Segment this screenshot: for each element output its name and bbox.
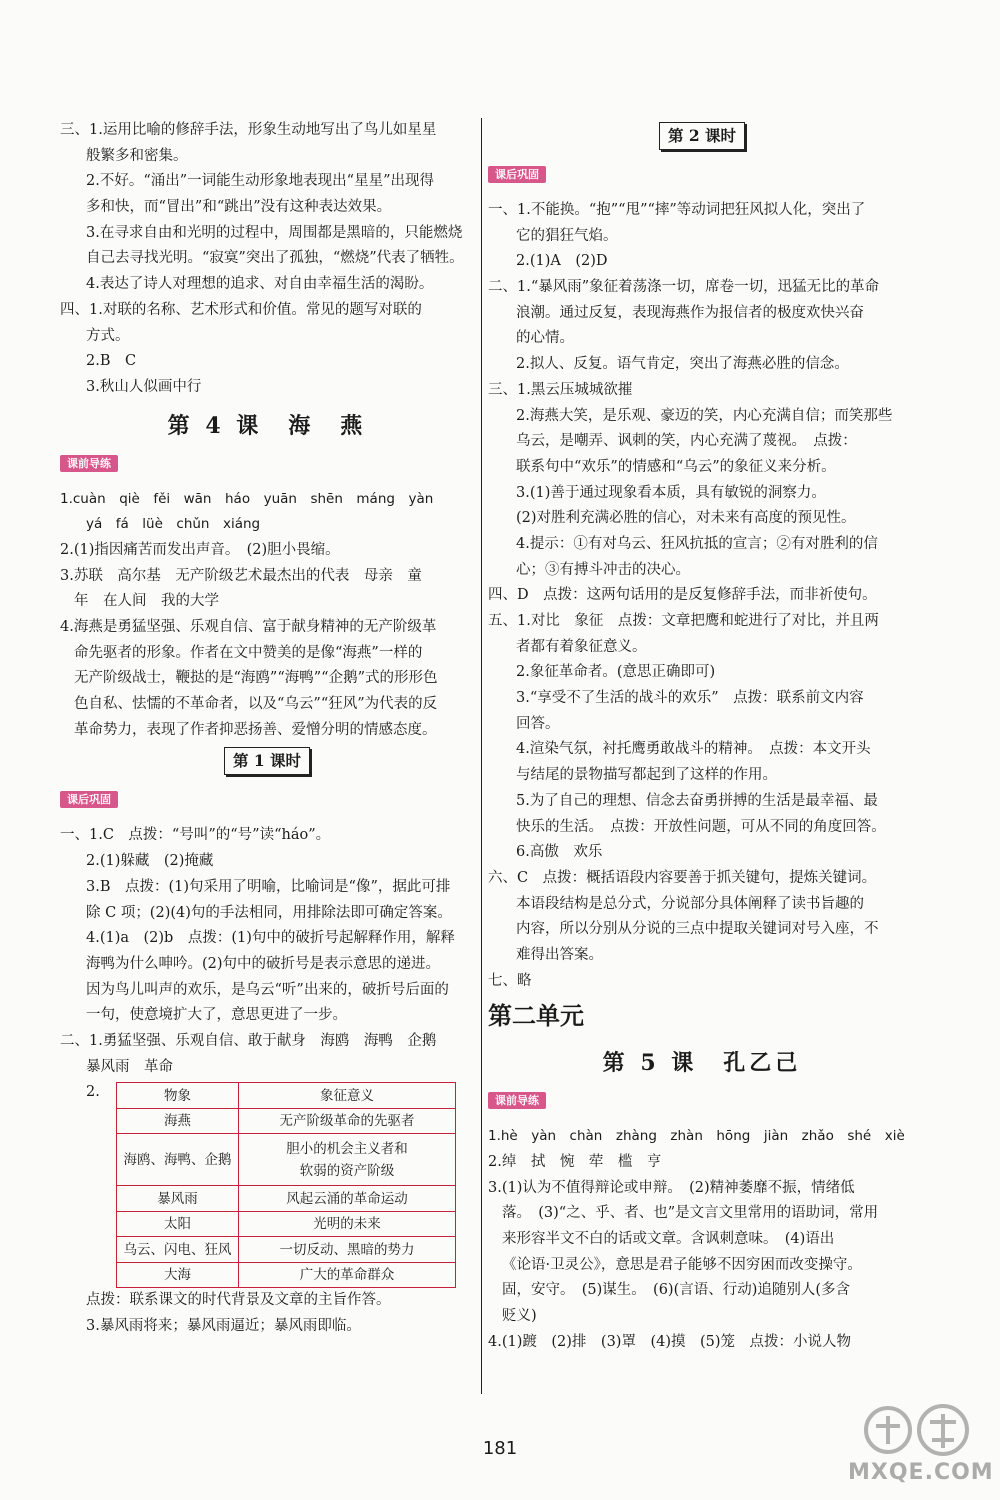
table-cell: 光明的未来 [239, 1211, 456, 1236]
text-line: 1.cuàn qiè fěi wān háo yuān shēn máng yàn [60, 490, 434, 507]
text-line: 难得出答案。 [516, 946, 603, 963]
text-line: 2.绰 拭 惋 荦 槛 亨 [488, 1154, 662, 1170]
lesson-title: 第 5 课 孔乙己 [602, 1050, 802, 1077]
text-line: 色自私、怯懦的不革命者，以及“乌云”“狂风”为代表的反 [74, 696, 438, 713]
text-line: 本语段结构是总分式，分说部分具体阐释了读书旨趣的 [516, 895, 864, 912]
table-cell: 无产阶级革命的先驱者 [239, 1108, 456, 1133]
text-line: 方式。 [86, 327, 130, 344]
text-line: 2.(1)A (2)D [516, 253, 608, 270]
section-heading-label: 第 1 课时 [224, 747, 310, 775]
text-line: 心；③有搏斗冲击的决心。 [516, 561, 690, 578]
text-line: 与结尾的景物描写都起到了这样的作用。 [516, 767, 777, 784]
text-line: 2.(1)躲藏 (2)掩藏 [86, 853, 214, 870]
text-line: 4.提示：①有对乌云、狂风抗抵的宣言；②有对胜利的信 [516, 535, 878, 552]
exercise-tag-label: 课后巩固 [60, 791, 118, 808]
text-line: 2.海燕大笑，是乐观、豪迈的笑，内心充满自信；而笑那些 [516, 407, 893, 424]
table-row [117, 1134, 456, 1186]
text-line: 3.“享受不了生活的战斗的欢乐” 点拨：联系前文内容 [516, 690, 864, 707]
exercise-tag-label: 课前导练 [488, 1092, 546, 1109]
text-line: 无产阶级战士，鞭挞的是“海鸥”“海鸭”“企鹅”式的形形色 [74, 670, 438, 687]
text-line: 2.拟人、反复。语气肯定，突出了海燕必胜的信念。 [516, 356, 849, 373]
text-line: 回答。 [516, 715, 560, 732]
text-line: 二、1.勇猛坚强、乐观自信、敢于献身 海鸥 海鸭 企鹅 [60, 1032, 437, 1049]
text-line: 七、略 [488, 972, 532, 989]
text-line: 4.海燕是勇猛坚强、乐观自信、富于献身精神的无产阶级革 [60, 619, 437, 635]
table-cell: 胆小的机会主义者和 软弱的资产阶级 [239, 1134, 456, 1186]
exercise-tag [60, 451, 474, 487]
text-line: 的心情。 [516, 330, 574, 347]
text-line: (2)对胜利充满必胜的信心，对未来有高度的预见性。 [516, 510, 856, 527]
left-column [60, 118, 474, 1340]
text-line: 内容，所以分别从分说的三点中提取关键词对号入座，不 [516, 921, 879, 938]
watermark [848, 1400, 994, 1492]
text-line: 多和快，而“冒出”和“跳出”没有这种表达效果。 [86, 199, 392, 216]
symbol-table-block [60, 1080, 474, 1288]
text-line: 一句，使意境扩大了，意思更进了一步。 [86, 1007, 347, 1024]
table-header-cell: 象征意义 [239, 1083, 456, 1108]
text-line: 5.为了自己的理想、信念去奋勇拼搏的生活是最幸福、最 [516, 792, 878, 809]
text-line: 2.(1)指因痛苦而发出声音。 (2)胆小畏缩。 [60, 541, 340, 558]
text-line: 《论语·卫灵公》，意思是君子能够不因穷困而改变操守。 [502, 1256, 862, 1273]
table-cell: 海燕 [117, 1108, 239, 1133]
text-line: 落。 (3)“之、乎、者、也”是文言文里常用的语助词，常用 [502, 1205, 879, 1222]
text-line: 联系句中“欢乐”的情感和“乌云”的象征义来分析。 [516, 458, 836, 475]
table-row [117, 1186, 456, 1211]
text-line: 固，安守。 (5)谋生。 (6)(言语、行动)追随别人(多含 [502, 1282, 851, 1299]
text-line: 它的猖狂气焰。 [516, 227, 618, 244]
text-line: 贬义) [502, 1308, 537, 1325]
text-line: 3.(1)认为不值得辩论或申辩。 (2)精神萎靡不振，情绪低 [488, 1179, 855, 1196]
exercise-tag-label: 课前导练 [60, 455, 118, 472]
text-line: 因为鸟儿叫声的欢乐，是乌云“听”出来的，破折号后面的 [86, 981, 449, 998]
table-header-cell: 物象 [117, 1083, 239, 1108]
text-line: 三、1.运用比喻的修辞手法，形象生动地写出了鸟儿如星星 [60, 122, 437, 138]
table-header-row [117, 1083, 456, 1108]
table-cell: 风起云涌的革命运动 [239, 1186, 456, 1211]
table-row [117, 1262, 456, 1288]
text-line: 自己去寻找光明。“寂寞”突出了孤独，“燃烧”代表了牺牲。 [86, 250, 464, 267]
exercise-tag [60, 787, 474, 823]
text-line: 6.高傲 欢乐 [516, 844, 603, 861]
table-cell: 暴风雨 [117, 1186, 239, 1211]
text-line: 年 在人间 我的大学 [74, 593, 219, 610]
text-line: 四、1.对联的名称、艺术形式和价值。常见的题写对联的 [60, 301, 422, 318]
text-line: 1.hè yàn chàn zhàng zhàn hōng jiàn zhǎo shé xiè [488, 1128, 905, 1145]
table-cell: 太阳 [117, 1211, 239, 1236]
text-line: 除 C 项；(2)(4)句的手法相同，用排除法即可确定答案。 [86, 904, 452, 921]
text-line: 快乐的生活。 点拨：开放性问题，可从不同的角度回答。 [516, 818, 886, 835]
text-line: 3.暴风雨将来；暴风雨逼近；暴风雨即临。 [86, 1318, 361, 1334]
answer-stamp-icon [848, 1400, 988, 1460]
text-line: 革命势力，表现了作者抑恶扬善、爱憎分明的情感态度。 [74, 721, 437, 738]
text-line: 4.表达了诗人对理想的追求、对自由幸福生活的渴盼。 [86, 276, 434, 293]
table-row [117, 1211, 456, 1236]
text-line: 3.在寻求自由和光明的过程中，周围都是黑暗的，只能燃烧 [86, 224, 463, 241]
column-divider [481, 118, 482, 1394]
text-line: 浪潮。通过反复，表现海燕作为报信者的极度欢快兴奋 [516, 304, 864, 321]
text-line: 4.(1)踱 (2)排 (3)罩 (4)摸 (5)笼 点拨：小说人物 [488, 1333, 852, 1350]
text-line: 者都有着象征意义。 [516, 638, 647, 655]
text-line: 3.秋山人似画中行 [86, 378, 202, 395]
unit-title: 第二单元 [488, 1002, 584, 1031]
section-heading [60, 743, 474, 787]
right-column [488, 118, 916, 1356]
text-line: 来形容半文不白的话或文章。含讽刺意味。 (4)语出 [502, 1231, 835, 1248]
text-line: 二、1.“暴风雨”象征着荡涤一切，席卷一切，迅猛无比的革命 [488, 279, 880, 296]
text-line: 2.象征革命者。(意思正确即可) [516, 664, 716, 681]
table-row [117, 1237, 456, 1262]
text-line: 3.苏联 高尔基 无产阶级艺术最杰出的代表 母亲 童 [60, 567, 422, 584]
question-number: 2. [86, 1084, 100, 1101]
page-number: 181 [482, 1438, 518, 1459]
exercise-tag [488, 162, 916, 198]
text-line: 四、D 点拨：这两句话用的是反复修辞手法，而非祈使句。 [488, 587, 877, 604]
text-line: 点拨：联系课文的时代背景及文章的主旨作答。 [86, 1292, 391, 1309]
text-line: 一、1.C 点拨：“号叫”的“号”读“háo”。 [60, 827, 331, 844]
watermark-text: MXQE.COM [848, 1460, 994, 1485]
table-cell: 海鸥、海鸭、企鹅 [117, 1134, 239, 1186]
text-line: 般繁多和密集。 [86, 147, 188, 164]
table-cell: 一切反动、黑暗的势力 [239, 1237, 456, 1262]
text-line: yá fá lüè chǔn xiáng [86, 516, 261, 533]
text-line: 暴风雨 革命 [86, 1058, 173, 1075]
text-line: 2.不好。“涌出”一词能生动形象地表现出“星星”出现得 [86, 173, 434, 190]
table-cell: 大海 [117, 1262, 239, 1288]
text-line: 六、C 点拨：概括语段内容要善于抓关键句，提炼关键词。 [488, 869, 877, 886]
symbol-table [116, 1082, 456, 1288]
text-line: 五、1.对比 象征 点拨：文章把鹰和蛇进行了对比，并且两 [488, 613, 879, 629]
text-line: 一、1.不能换。“抱”“甩”“摔”等动词把狂风拟人化，突出了 [488, 202, 866, 218]
text-line: 3.B 点拨：(1)句采用了明喻，比喻词是“像”，据此可排 [86, 878, 451, 895]
table-row [117, 1108, 456, 1133]
text-line: 三、1.黑云压城城欲摧 [488, 381, 633, 398]
text-line: 4.渲染气氛，衬托鹰勇敢战斗的精神。 点拨：本文开头 [516, 741, 871, 758]
text-line: 3.(1)善于通过现象看本质，具有敏锐的洞察力。 [516, 484, 826, 501]
table-cell: 广大的革命群众 [239, 1262, 456, 1288]
text-line: 海鸭为什么呻吟。(2)句中的破折号是表示意思的递进。 [86, 955, 441, 972]
text-line: 2.B C [86, 353, 137, 370]
section-heading [488, 118, 916, 162]
text-line: 乌云，是嘲弄、讽刺的笑，内心充满了蔑视。 点拨： [516, 433, 857, 450]
text-line: 命先驱者的形象。作者在文中赞美的是像“海燕”一样的 [74, 644, 423, 661]
text-line: 4.(1)a (2)b 点拨：(1)句中的破折号起解释作用，解释 [86, 930, 455, 947]
exercise-tag [488, 1088, 916, 1124]
section-heading-label: 第 2 课时 [659, 122, 745, 150]
exercise-tag-label: 课后巩固 [488, 166, 546, 183]
table-cell: 乌云、闪电、狂风 [117, 1237, 239, 1262]
lesson-title: 第 4 课 海 燕 [167, 412, 367, 439]
